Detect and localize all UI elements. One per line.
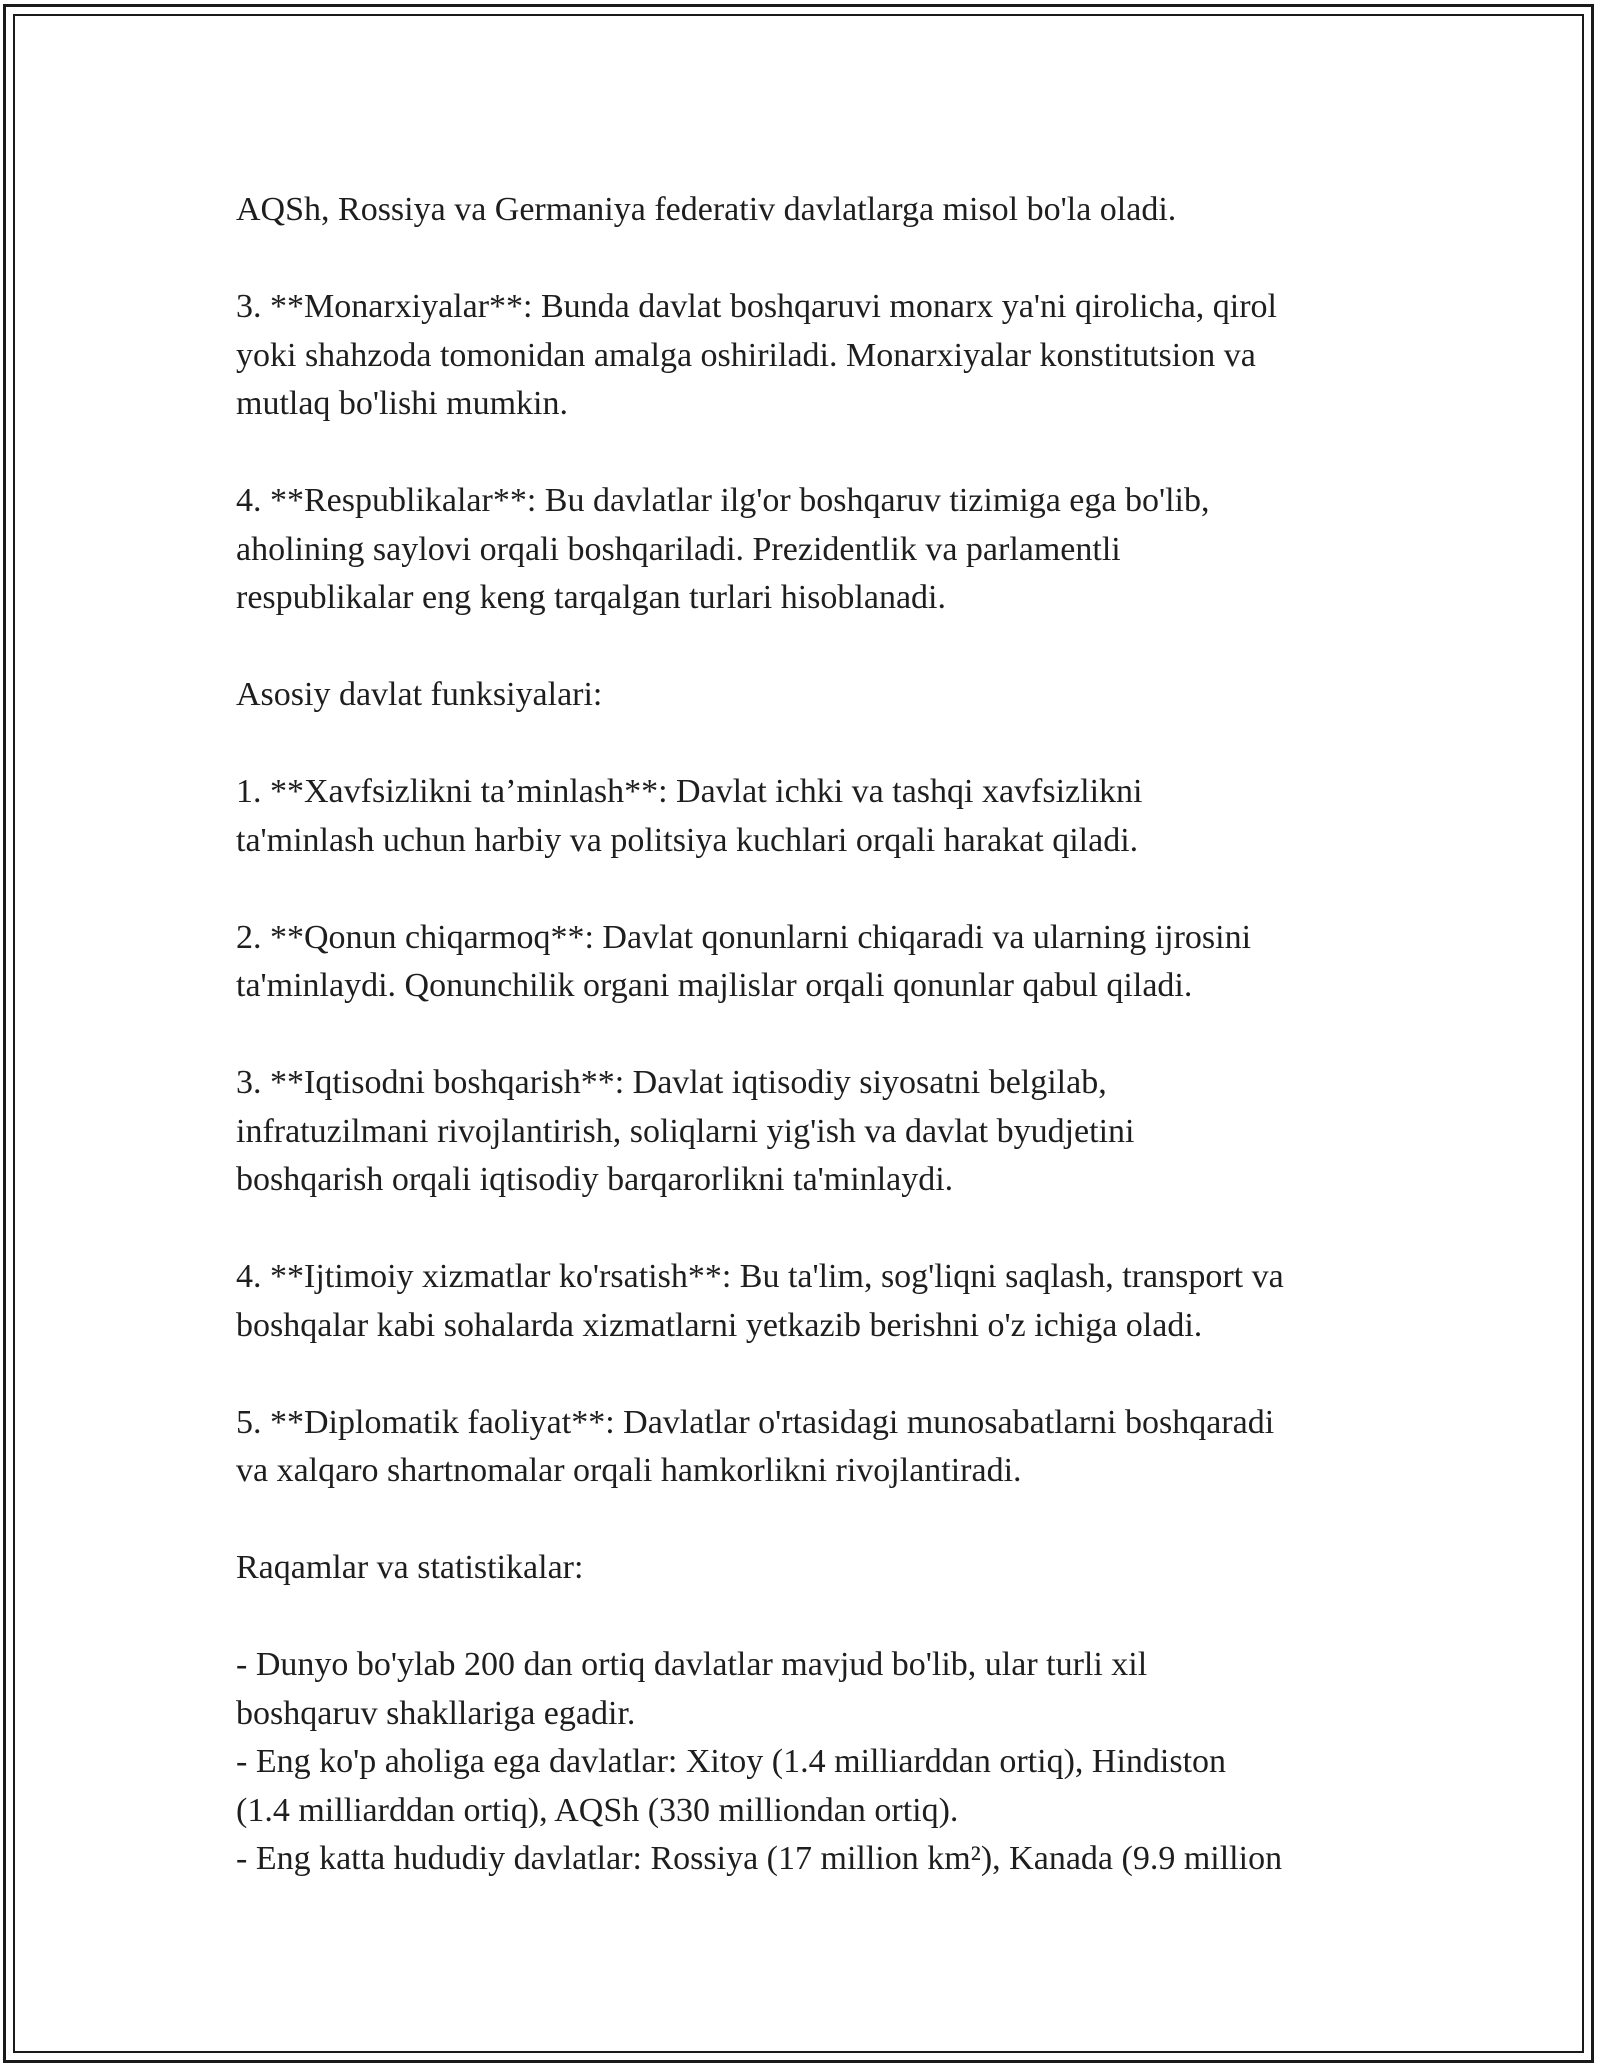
text-line: boshqaruv shakllariga egadir. (236, 1694, 636, 1732)
paragraph-republics (236, 477, 1416, 623)
paragraph-spacer (236, 623, 1416, 672)
document-body (236, 186, 1416, 1884)
paragraph-spacer (236, 235, 1416, 284)
text-line: (1.4 milliarddan ortiq), AQSh (330 milliondan ortiq). (236, 1791, 959, 1829)
text-line: 3. **Monarxiyalar**: Bunda davlat boshqaruvi monarx ya'ni qirolicha, qirol (236, 288, 1278, 325)
text-line: 2. **Qonun chiqarmoq**: Davlat qonunlarni chiqaradi va ularning ijrosini (236, 918, 1252, 956)
heading-statistics (236, 1544, 1416, 1593)
text-line: boshqalar kabi sohalarda xizmatlarni yetkazib berishni o'z ichiga oladi. (236, 1306, 1203, 1344)
text-line: 1. **Xavfsizlikni ta’minlash**: Davlat ichki va tashqi xavfsizlikni (236, 773, 1143, 810)
paragraph-federative-examples (236, 186, 1416, 235)
paragraph-security (236, 768, 1416, 865)
text-line: - Dunyo bo'ylab 200 dan ortiq davlatlar mavjud bo'lib, ular turli xil (236, 1646, 1148, 1683)
paragraph-lawmaking (236, 914, 1416, 1011)
paragraph-spacer (236, 1205, 1416, 1254)
paragraph-spacer (236, 1011, 1416, 1060)
paragraph-spacer (236, 865, 1416, 914)
text-line: yoki shahzoda tomonidan amalga oshiriladi. Monarxiyalar konstitutsion va (236, 336, 1256, 374)
paragraph-monarchies (236, 283, 1416, 429)
text-line: boshqarish orqali iqtisodiy barqarorlikni ta'minlaydi. (236, 1161, 954, 1198)
text-line: respublikalar eng keng tarqalgan turlari hisoblanadi. (236, 579, 946, 616)
text-line: mutlaq bo'lishi mumkin. (236, 385, 568, 422)
paragraph-economy (236, 1059, 1416, 1205)
text-line: ta'minlaydi. Qonunchilik organi majlislar orqali qonunlar qabul qiladi. (236, 967, 1193, 1004)
text-line: Raqamlar va statistikalar: (236, 1549, 584, 1586)
paragraph-social-services (236, 1253, 1416, 1350)
paragraph-spacer (236, 1496, 1416, 1545)
text-line: ta'minlash uchun harbiy va politsiya kuchlari orqali harakat qiladi. (236, 821, 1139, 859)
text-line: infratuzilmani rivojlantirish, soliqlarni yig'ish va davlat byudjetini (236, 1112, 1135, 1150)
text-line: - Eng katta hududiy davlatlar: Rossiya (17 million km²), Kanada (9.9 million (236, 1840, 1283, 1877)
paragraph-spacer (236, 1593, 1416, 1642)
text-line: aholining saylovi orqali boshqariladi. Prezidentlik va parlamentli (236, 530, 1121, 568)
paragraph-diplomacy (236, 1399, 1416, 1496)
paragraph-spacer (236, 429, 1416, 478)
text-line: 4. **Ijtimoiy xizmatlar ko'rsatish**: Bu ta'lim, sog'liqni saqlash, transport va (236, 1258, 1284, 1295)
text-line: 5. **Diplomatik faoliyat**: Davlatlar o'rtasidagi munosabatlarni boshqaradi (236, 1403, 1275, 1441)
paragraph-spacer (236, 720, 1416, 769)
paragraph-spacer (236, 1350, 1416, 1399)
text-line: va xalqaro shartnomalar orqali hamkorlikni rivojlantiradi. (236, 1452, 1022, 1489)
text-line: - Eng ko'p aholiga ega davlatlar: Xitoy (1.4 milliarddan ortiq), Hindiston (236, 1743, 1227, 1780)
bullet-list-statistics (236, 1641, 1416, 1884)
text-line: AQSh, Rossiya va Germaniya federativ davlatlarga misol bo'la oladi. (236, 191, 1177, 228)
heading-state-functions (236, 671, 1416, 720)
text-line: 3. **Iqtisodni boshqarish**: Davlat iqtisodiy siyosatni belgilab, (236, 1064, 1107, 1101)
text-line: 4. **Respublikalar**: Bu davlatlar ilg'or boshqaruv tizimiga ega bo'lib, (236, 482, 1210, 519)
text-line: Asosiy davlat funksiyalari: (236, 676, 603, 713)
